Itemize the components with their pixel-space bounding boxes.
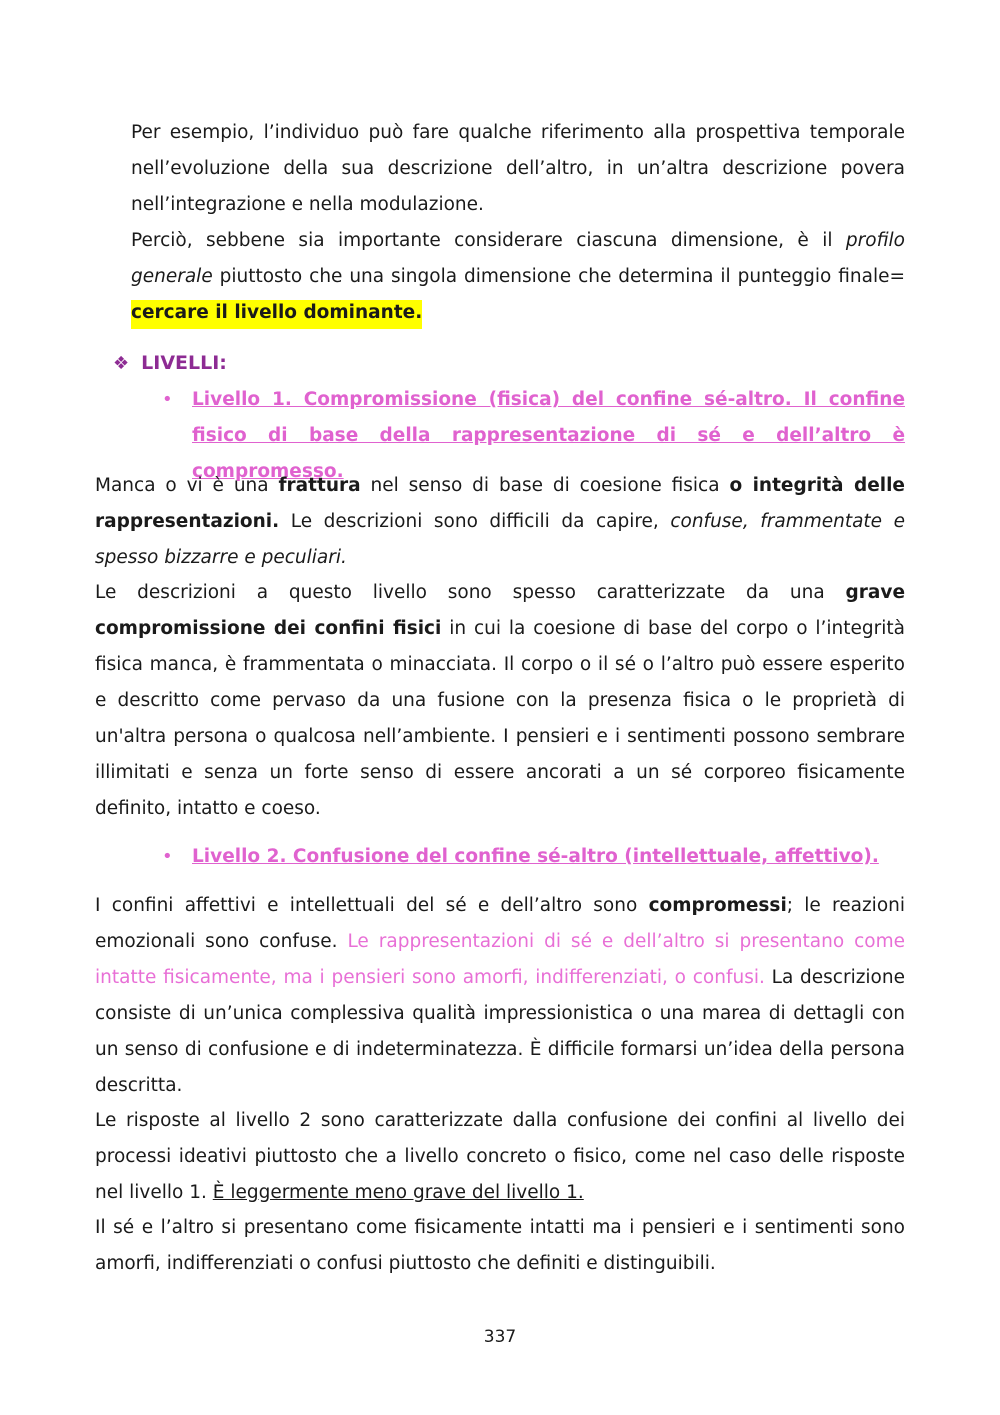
diamond-icon: ❖: [113, 353, 130, 374]
level-2-pink-text: Le rappresentazioni di sé e dell’altro si presentano come intatte fisicamente, ma i pensieri sono amorfi, indifferenziati, o confusi.: [95, 931, 906, 988]
intro-text-2b: piuttosto che una singola dimensione che determina il punteggio finale=: [212, 266, 905, 287]
bullet-icon: •: [162, 846, 173, 867]
page-number: 337: [483, 1327, 517, 1347]
level-2-p2-text-a: Le risposte al livello 2 sono caratterizzate dalla confusione dei confini al livello dei processi ideativi piuttosto che a livello concreto o fisico, come nel caso delle risposte nel livello 1.: [95, 1110, 905, 1203]
intro-paragraph-1: [131, 115, 905, 223]
level-1-p2-bold: grave compromissione dei confini fisici: [95, 582, 905, 639]
level-1-bold-1: frattura: [278, 475, 361, 496]
level-2-p2-underlined: È leggermente meno grave del livello 1.: [212, 1182, 584, 1203]
intro-text-2a: Perciò, sebbene sia importante considerare ciascuna dimensione, è il: [131, 230, 846, 251]
level-1-text-d: Le descrizioni sono difficili da capire,: [279, 511, 671, 532]
intro-paragraph-2: [131, 223, 905, 331]
level-1-paragraph-2: [95, 575, 905, 827]
level-1-paragraph-1: [95, 468, 905, 576]
level-1-bold-2: o integrità delle rappresentazioni.: [95, 475, 905, 532]
level-1-p2-text-a: Le descrizioni a questo livello sono spesso caratterizzate da una: [95, 582, 846, 603]
bullet-icon: •: [162, 389, 173, 410]
level-1-italic: confuse, frammentate e spesso bizzarre e peculiari.: [95, 511, 905, 568]
level-2-text-d: La descrizione consiste di un’unica complessiva qualità impressionistica o una marea di dettagli con un senso di confusione e di indeterminatezza. È difficile formarsi un’idea della persona descritta.: [95, 967, 905, 1096]
level-2-text-c: ; le reazioni emozionali sono confuse.: [95, 895, 906, 952]
highlighted-conclusion: cercare il livello dominante.: [131, 300, 422, 329]
level-2-p3-text: Il sé e l’altro si presentano come fisicamente intatti ma i pensieri e i sentimenti sono amorfi, indifferenziati o confusi piuttosto che definiti e distinguibili.: [95, 1217, 905, 1274]
level-1-p2-text-c: in cui la coesione di base del corpo o l’integrità fisica manca, è frammentata o minacciata. Il corpo o il sé o l’altro può essere esperito e descritto come pervaso da una fusione con la presenza fisica o le proprietà di un'altra persona o qualcosa nell’ambiente. I pensieri e i sentimenti possono sembrare illimitati e senza un forte senso di essere ancorati a un sé corporeo fisicamente definito, intatto e coeso.: [95, 618, 905, 819]
level-1-text-a: Manca o vi è una: [95, 475, 279, 496]
level-2-paragraph-3: [95, 1210, 905, 1282]
level-2-title: Livello 2. Confusione del confine sé-altro (intellettuale, affettivo).: [192, 846, 879, 867]
section-heading: [113, 345, 227, 382]
section-heading-label: LIVELLI:: [141, 352, 227, 374]
intro-text-1: Per esempio, l’individuo può fare qualche riferimento alla prospettiva temporale nell’evoluzione della sua descrizione dell’altro, in un’altra descrizione povera nell’integrazione e nella modulazione.: [131, 122, 905, 215]
level-2-paragraph-1: [95, 888, 905, 1104]
level-2-text-a: I confini affettivi e intellettuali del sé e dell’altro sono: [95, 895, 649, 916]
level-1-text-c: nel senso di base di coesione fisica: [360, 475, 730, 496]
intro-italic: profilo generale: [131, 230, 905, 287]
level-1-title: Livello 1. Compromissione (fisica) del confine sé-altro. Il confine fisico di base della rappresentazione di sé e dell’altro è compromesso.: [192, 389, 905, 482]
level-2-bold: compromessi: [648, 895, 787, 916]
level-2-paragraph-2: [95, 1103, 905, 1211]
